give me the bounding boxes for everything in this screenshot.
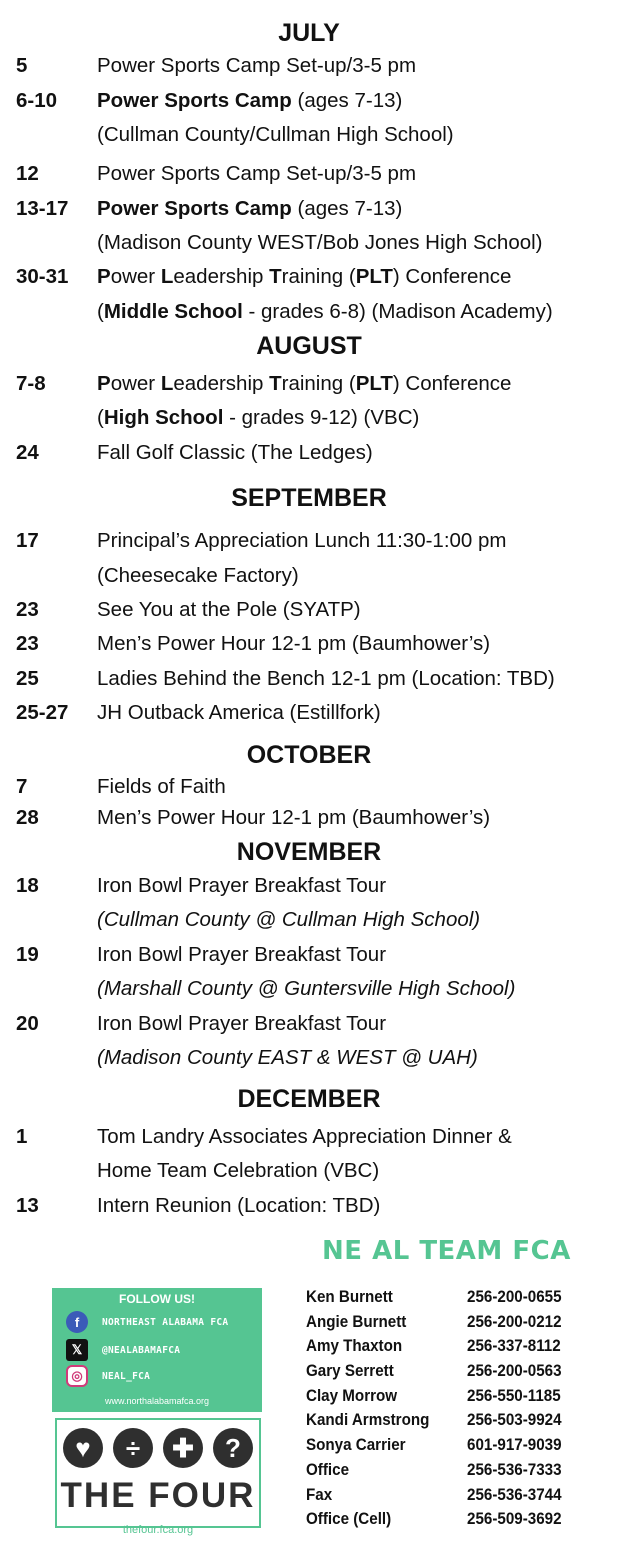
instagram-link[interactable] — [66, 1364, 150, 1388]
the-four-logo — [55, 1418, 261, 1528]
event-date: 19 — [16, 943, 39, 966]
instagram-icon: ◎ — [66, 1365, 88, 1387]
plt-letter: T — [269, 372, 282, 395]
event-date: 7 — [16, 775, 28, 798]
contact-phone: 256-503-9924 — [467, 1411, 562, 1430]
contact-phone: 601-917-9039 — [467, 1436, 562, 1455]
contact-row — [306, 1337, 582, 1362]
question-icon: ? — [213, 1428, 253, 1468]
event-location: - grades 6-8) (Madison Academy) — [242, 300, 553, 323]
x-icon: 𝕏 — [66, 1339, 88, 1361]
event-date: 30-31 — [16, 265, 69, 288]
contact-phone: 256-200-0655 — [467, 1288, 562, 1306]
month-heading-august: AUGUST — [256, 332, 362, 360]
event-date: 28 — [16, 806, 39, 829]
website-link[interactable]: www.northalabamafca.org — [104, 1396, 210, 1406]
follow-heading: FOLLOW US! — [119, 1292, 195, 1306]
event-detail — [97, 405, 419, 431]
plt-text: raining ( — [281, 372, 356, 395]
month-heading-september: SEPTEMBER — [231, 484, 387, 512]
contact-name: Clay Morrow — [306, 1386, 398, 1405]
event-description: Power Sports Camp Set-up/3-5 pm — [97, 54, 417, 77]
contact-phone: 256-200-0563 — [467, 1362, 562, 1381]
event-description: Men’s Power Hour 12-1 pm (Baumhower’s) — [97, 632, 491, 655]
event-date: 12 — [16, 162, 39, 185]
paren: ( — [97, 406, 104, 429]
event-description: Fields of Faith — [97, 775, 226, 798]
plt-letter: P — [97, 265, 111, 288]
contact-row — [306, 1313, 582, 1338]
plt-letter: T — [269, 265, 282, 288]
plt-acronym: PLT — [355, 265, 393, 288]
plt-text: ) Conference — [392, 372, 512, 395]
event-location: (Cullman County/Cullman High School) — [97, 123, 454, 146]
paren: ( — [97, 300, 104, 323]
contact-row — [306, 1362, 582, 1387]
event-description — [97, 196, 402, 222]
facebook-link[interactable] — [66, 1310, 228, 1334]
event-date: 17 — [16, 529, 39, 552]
event-description: Fall Golf Classic (The Ledges) — [97, 441, 373, 464]
event-location: - grades 9-12) (VBC) — [223, 406, 420, 429]
instagram-label: NEAL_FCA — [102, 1370, 151, 1382]
event-description: Principal’s Appreciation Lunch 11:30-1:00 pm — [97, 529, 507, 552]
contact-name: Kandi Armstrong — [306, 1411, 430, 1430]
event-description — [97, 371, 511, 397]
event-description: Tom Landry Associates Appreciation Dinner & — [97, 1125, 512, 1148]
facebook-label: NORTHEAST ALABAMA FCA — [102, 1316, 229, 1328]
month-heading-october: OCTOBER — [246, 741, 372, 769]
event-description: Power Sports Camp Set-up/3-5 pm — [97, 162, 417, 185]
event-description: Ladies Behind the Bench 12-1 pm (Location: TBD) — [97, 667, 555, 690]
contact-name: Office (Cell) — [306, 1510, 392, 1529]
contact-phone: 256-337-8112 — [467, 1337, 561, 1356]
event-location: (Marshall County @ Guntersville High School) — [97, 977, 516, 1000]
contact-phone: 256-200-0212 — [467, 1312, 562, 1331]
plt-acronym: PLT — [355, 372, 393, 395]
plt-text: ower — [110, 265, 161, 288]
social-panel — [52, 1288, 262, 1412]
event-date: 13 — [16, 1194, 39, 1217]
event-location: (Madison County WEST/Bob Jones High School) — [97, 231, 543, 254]
plus-icon: ✚ — [163, 1428, 203, 1468]
event-location: (Madison County EAST & WEST @ UAH) — [97, 1046, 478, 1069]
event-date: 20 — [16, 1012, 39, 1035]
plt-text: eadership — [173, 372, 270, 395]
contact-phone: 256-509-3692 — [467, 1510, 562, 1529]
contact-row — [306, 1461, 582, 1486]
team-title: NE AL TEAM FCA — [322, 1236, 571, 1266]
contact-row — [306, 1486, 582, 1511]
contact-name: Angie Burnett — [306, 1312, 407, 1331]
event-date: 13-17 — [16, 197, 69, 220]
event-date: 23 — [16, 632, 39, 655]
plt-text: eadership — [173, 265, 270, 288]
plt-text: ) Conference — [392, 265, 512, 288]
event-date: 5 — [16, 54, 28, 77]
contact-name: Gary Serrett — [306, 1362, 394, 1381]
event-location: (Cullman County @ Cullman High School) — [97, 908, 481, 931]
contact-row — [306, 1387, 582, 1412]
contact-row — [306, 1510, 582, 1535]
twitter-label: @NEALABAMAFCA — [102, 1344, 181, 1356]
contact-name: Amy Thaxton — [306, 1337, 403, 1356]
event-detail: (ages 7-13) — [291, 89, 403, 112]
four-title: THE FOUR — [60, 1476, 256, 1515]
contact-row — [306, 1436, 582, 1461]
month-heading-november: NOVEMBER — [236, 838, 382, 866]
event-description: Iron Bowl Prayer Breakfast Tour — [97, 943, 387, 966]
event-title: Power Sports Camp — [97, 89, 292, 112]
event-location: (Cheesecake Factory) — [97, 564, 299, 587]
contact-row — [306, 1288, 582, 1313]
month-heading-december: DECEMBER — [237, 1085, 381, 1113]
plt-letter: L — [160, 265, 174, 288]
event-audience: Middle School — [103, 300, 243, 323]
contact-phone: 256-536-7333 — [467, 1460, 562, 1479]
month-heading-july: JULY — [278, 19, 340, 47]
event-description: Iron Bowl Prayer Breakfast Tour — [97, 874, 387, 897]
event-description: Men’s Power Hour 12-1 pm (Baumhower’s) — [97, 806, 491, 829]
facebook-icon: f — [66, 1311, 88, 1333]
event-date: 6-10 — [16, 89, 58, 112]
heart-icon: ♥ — [63, 1428, 103, 1468]
event-date: 24 — [16, 441, 39, 464]
event-date: 25 — [16, 667, 39, 690]
event-audience: High School — [103, 406, 224, 429]
event-detail: (ages 7-13) — [291, 197, 403, 220]
four-website-link[interactable]: thefour.fca.org — [122, 1524, 194, 1536]
event-date: 23 — [16, 598, 39, 621]
event-description — [97, 264, 511, 290]
event-title: Power Sports Camp — [97, 197, 292, 220]
twitter-link[interactable] — [66, 1338, 180, 1362]
event-date: 18 — [16, 874, 39, 897]
contact-phone: 256-536-3744 — [467, 1485, 562, 1504]
plt-letter: P — [97, 372, 111, 395]
plt-text: ower — [110, 372, 161, 395]
plt-letter: L — [160, 372, 174, 395]
event-description: See You at the Pole (SYATP) — [97, 598, 361, 621]
event-description — [97, 88, 402, 114]
event-description: Intern Reunion (Location: TBD) — [97, 1194, 381, 1217]
divide-icon: ÷ — [113, 1428, 153, 1468]
four-icons — [63, 1428, 253, 1468]
event-detail — [97, 299, 553, 325]
event-date: 1 — [16, 1125, 28, 1148]
contact-row — [306, 1411, 582, 1436]
contact-name: Fax — [306, 1485, 333, 1504]
event-description: JH Outback America (Estillfork) — [97, 701, 381, 724]
contact-name: Sonya Carrier — [306, 1436, 406, 1455]
event-detail: Home Team Celebration (VBC) — [97, 1159, 380, 1182]
plt-text: raining ( — [281, 265, 356, 288]
contact-list — [306, 1288, 606, 1535]
event-description: Iron Bowl Prayer Breakfast Tour — [97, 1012, 387, 1035]
event-date: 7-8 — [16, 372, 46, 395]
contact-name: Ken Burnett — [306, 1288, 393, 1306]
contact-name: Office — [306, 1460, 350, 1479]
contact-phone: 256-550-1185 — [467, 1386, 561, 1405]
event-date: 25-27 — [16, 701, 69, 724]
